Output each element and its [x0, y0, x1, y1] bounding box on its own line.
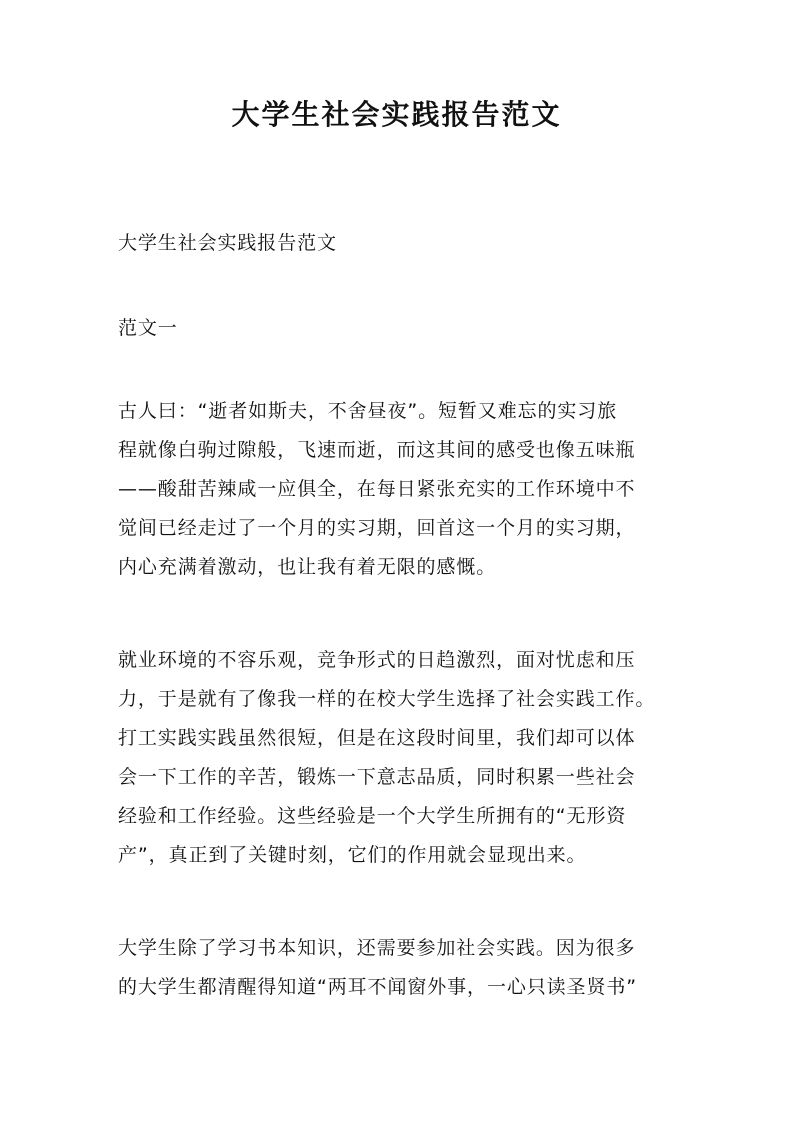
paragraph-line: ——酸甜苦辣咸一应俱全，在每日紧张充实的工作环境中不 — [118, 478, 636, 500]
paragraph-line: 大学生除了学习书本知识，还需要参加社会实践。因为很多 — [118, 937, 636, 959]
paragraph-line: 觉间已经走过了一个月的实习期，回首这一个月的实习期， — [118, 517, 636, 539]
paragraph-line: 力，于是就有了像我一样的在校大学生选择了社会实践工作。 — [118, 688, 656, 710]
document-subtitle: 大学生社会实践报告范文 — [118, 232, 337, 254]
paragraph-line: 内心充满着激动，也让我有着无限的感慨。 — [118, 556, 497, 578]
paragraph-line: 会一下工作的辛苦，锻炼一下意志品质，同时积累一些社会 — [118, 766, 636, 788]
paragraph-line: 的大学生都清醒得知道“两耳不闻窗外事，一心只读圣贤书” — [118, 976, 637, 998]
section-heading: 范文一 — [118, 317, 178, 339]
document-title: 大学生社会实践报告范文 — [231, 98, 562, 131]
paragraph-line: 打工实践实践虽然很短，但是在这段时间里，我们却可以体 — [118, 727, 636, 749]
paragraph-line: 古人曰：“逝者如斯夫，不舍昼夜”。短暂又难忘的实习旅 — [118, 400, 618, 422]
paragraph-line: 经验和工作经验。这些经验是一个大学生所拥有的“无形资 — [118, 805, 627, 827]
paragraph-line: 产”，真正到了关键时刻，它们的作用就会显现出来。 — [118, 844, 587, 866]
paragraph-line: 程就像白驹过隙般，飞速而逝，而这其间的感受也像五味瓶 — [118, 439, 636, 461]
paragraph-line: 就业环境的不容乐观，竞争形式的日趋激烈，面对忧虑和压 — [118, 649, 636, 671]
